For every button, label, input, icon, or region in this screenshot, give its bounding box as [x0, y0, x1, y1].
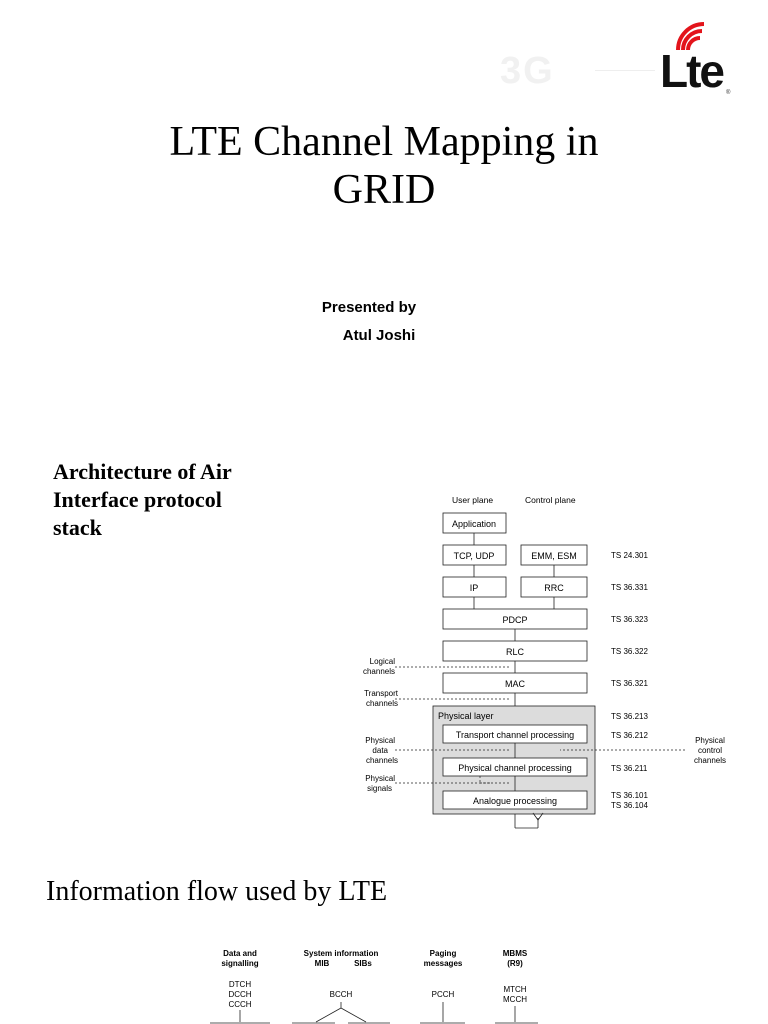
ts-36211: TS 36.211	[611, 764, 648, 773]
flow-col4-line1: MBMS	[502, 949, 528, 958]
logical-channels-label-2: channels	[362, 667, 395, 676]
flow-col1-line2: signalling	[221, 959, 259, 968]
physical-control-label-1: Physical	[695, 736, 725, 745]
flow-col3-line2: messages	[423, 959, 463, 968]
ts-36101: TS 36.101	[611, 791, 648, 800]
transport-channels-label-2: channels	[365, 699, 398, 708]
physical-data-label-3: channels	[365, 756, 398, 765]
flow-ccch: CCCH	[228, 1000, 252, 1009]
ts-36321: TS 36.321	[611, 679, 648, 688]
flow-col2-sibs: SIBs	[354, 959, 372, 968]
flow-col2-line1: System information	[303, 949, 379, 958]
ts-24301: TS 24.301	[611, 551, 648, 560]
mac-text: MAC	[505, 679, 525, 689]
physical-layer-text: Physical layer	[438, 711, 494, 721]
information-flow-diagram	[200, 940, 540, 1024]
architecture-heading-line-1: Architecture of Air	[53, 459, 232, 484]
information-flow-heading: Information flow used by LTE	[46, 876, 388, 907]
flow-pcch: PCCH	[431, 990, 455, 999]
presenter-name: Atul Joshi	[342, 327, 416, 344]
flow-col3-line1: Paging	[429, 949, 457, 958]
architecture-heading-line-2: Interface protocol	[53, 487, 222, 512]
protocol-stack-diagram	[340, 488, 740, 838]
flow-bcch: BCCH	[329, 990, 353, 999]
logo-brand: Lte	[660, 45, 723, 97]
title-line-1: LTE Channel Mapping in	[169, 119, 599, 165]
ts-36213: TS 36.213	[611, 712, 648, 721]
ts-36212: TS 36.212	[611, 731, 648, 740]
physical-control-label-3: channels	[693, 756, 727, 765]
physical-processing-text: Physical channel processing	[458, 763, 572, 773]
analogue-processing-text: Analogue processing	[472, 796, 558, 806]
logo-registered-mark: ®	[726, 90, 731, 96]
application-text: Application	[451, 519, 497, 529]
flow-col1-line1: Data and	[223, 949, 257, 958]
ts-36322: TS 36.322	[611, 647, 648, 656]
flow-dtch: DTCH	[228, 980, 252, 989]
title-line-2: GRID	[332, 167, 436, 213]
ts-36323: TS 36.323	[611, 615, 648, 624]
emm-esm-text: EMM, ESM	[531, 551, 577, 561]
flow-mtch: MTCH	[503, 985, 527, 994]
physical-data-label-1: Physical	[365, 736, 395, 745]
ts-36104: TS 36.104	[611, 801, 648, 810]
rrc-text: RRC	[544, 583, 564, 593]
flow-mcch: MCCH	[503, 995, 527, 1004]
flow-col4-line2: (R9)	[507, 959, 523, 968]
physical-data-label-2: data	[372, 746, 388, 755]
presented-by-label: Presented by	[321, 299, 417, 316]
ip-text: IP	[469, 583, 479, 593]
rlc-text: RLC	[505, 647, 525, 657]
transport-channels-label-1: Transport	[364, 689, 398, 698]
flow-col2-mib: MIB	[314, 959, 330, 968]
logo-watermark: 3G	[500, 50, 555, 92]
physical-signals-label-1: Physical	[365, 774, 395, 783]
architecture-heading	[53, 458, 283, 542]
logo-divider	[595, 70, 655, 71]
lte-logo	[500, 10, 750, 100]
transport-processing-text: Transport channel processing	[455, 730, 575, 740]
page-title	[0, 118, 768, 214]
logical-channels-label-1: Logical	[369, 657, 395, 666]
pdcp-text: PDCP	[502, 615, 528, 625]
ts-36331: TS 36.331	[611, 583, 648, 592]
control-plane-label: Control plane	[525, 495, 576, 505]
user-plane-label: User plane	[452, 495, 494, 505]
tcp-udp-text: TCP, UDP	[453, 551, 495, 561]
physical-signals-label-2: signals	[367, 784, 392, 793]
physical-control-label-2: control	[697, 746, 723, 755]
flow-dcch: DCCH	[228, 990, 252, 999]
architecture-heading-line-3: stack	[53, 515, 102, 540]
